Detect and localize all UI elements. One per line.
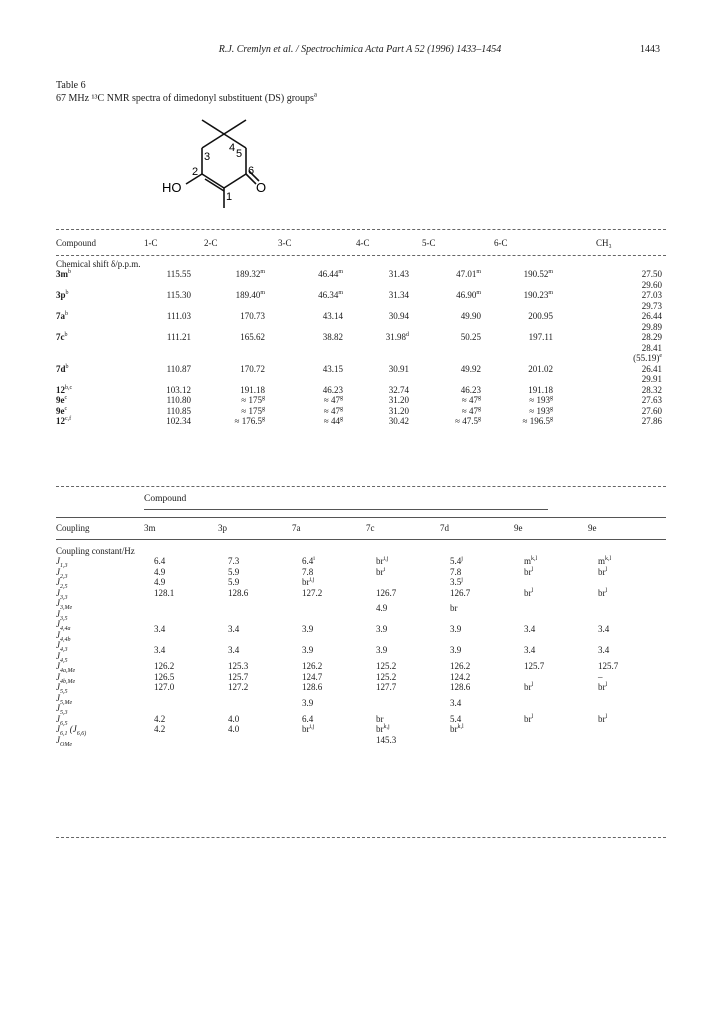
position-5: 5 xyxy=(236,148,243,160)
coupling-cell: 3.4 xyxy=(598,645,610,656)
coupling-cell: 125.3 xyxy=(228,661,249,671)
shift-cell: 30.94 xyxy=(388,311,409,321)
coupling-row xyxy=(56,577,666,588)
coupling-cell xyxy=(514,724,588,735)
coupling-cell: 3.4 xyxy=(524,624,536,635)
coupling-cell: 5.4$^j$ xyxy=(450,556,463,566)
shift-cell: 31.34 xyxy=(388,290,409,300)
table1-bottom-rule xyxy=(56,486,666,487)
methyl-cell: 28.32 xyxy=(641,384,662,395)
col-header: Coupling xyxy=(56,523,90,533)
shift-row xyxy=(56,332,666,364)
coupling-label: $J_{4,4a}$ $J_{4,4b}$ xyxy=(56,619,71,643)
coupling-cell: 145.3 xyxy=(376,734,397,745)
coupling-cell: br$^{i,j}$ xyxy=(376,556,389,566)
shift-cell: 32.74 xyxy=(388,384,409,395)
coupling-label: $J_{2,3}$ xyxy=(56,566,68,580)
table2-header-row xyxy=(56,523,666,534)
col-header: 7a xyxy=(292,523,301,533)
coupling-cell: 127.0 xyxy=(154,682,175,692)
coupling-cell xyxy=(292,735,366,746)
coupling-cell: 4.9 xyxy=(376,603,388,614)
shift-cell: 191.18 xyxy=(240,384,265,395)
coupling-cell: br xyxy=(450,603,458,614)
shift-cell: 43.14 xyxy=(322,311,343,321)
compound-cell: 12$^{c,f}$ xyxy=(56,416,72,426)
compound-cell: $7c^b$ xyxy=(56,332,68,342)
coupling-cell xyxy=(440,735,514,746)
position-2: 2 xyxy=(192,166,199,178)
coupling-label: $J_{4b,Me}$ xyxy=(56,671,76,685)
coupling-label: $J_{6,1}$ ($J_{6,6)}$ xyxy=(56,724,87,737)
coupling-row xyxy=(56,693,666,714)
coupling-cell xyxy=(292,598,366,619)
shift-cell: 170.73 xyxy=(240,311,265,321)
shift-cell: ≈ $175^g$ xyxy=(241,405,265,416)
shift-cell: 201.02 xyxy=(528,363,553,374)
coupling-row xyxy=(56,661,666,672)
coupling-cell: 125.2 xyxy=(376,661,397,671)
carbonyl-oxygen-label: O xyxy=(256,180,267,195)
col-header: 3p xyxy=(218,523,227,533)
compound-cell: $7a^b$ xyxy=(56,311,68,321)
coupling-cell: 125.7 xyxy=(598,661,619,671)
coupling-cell: 3.4 xyxy=(228,624,240,635)
shift-row xyxy=(56,290,666,311)
shift-cell: ≈ $193^g$ xyxy=(529,405,553,416)
methyl-cell: 27.03 29.73 xyxy=(641,290,662,311)
coupling-cell xyxy=(366,577,440,588)
coupling-cell xyxy=(514,577,588,588)
coupling-label: $J_{4a,Me}$ xyxy=(56,661,76,674)
coupling-cell: 4.0 xyxy=(228,713,240,724)
coupling-row xyxy=(56,672,666,683)
coupling-cell xyxy=(218,693,292,714)
shift-cell: 110.80 xyxy=(166,395,191,405)
table1-top-rule xyxy=(56,229,666,230)
coupling-cell: br xyxy=(376,713,384,724)
coupling-cell: 124.2 xyxy=(450,671,471,682)
col-header: 4-C xyxy=(356,238,370,248)
shift-cell: 46.23 xyxy=(460,384,481,395)
coupling-row xyxy=(56,714,666,725)
coupling-cell: 3.5$^j$ xyxy=(450,577,463,587)
shift-cell: ≈ $47^g$ xyxy=(323,395,343,405)
coupling-cell: $br^l$ xyxy=(598,587,608,598)
shift-cell: ≈ $47^g$ xyxy=(461,395,481,405)
shift-cell: 30.91 xyxy=(388,363,409,374)
coupling-cell xyxy=(218,598,292,619)
coupling-cell: 126.7 xyxy=(450,587,471,598)
shift-row xyxy=(56,385,666,396)
shift-cell: 31.43 xyxy=(388,269,409,279)
hydroxyl-label: HO xyxy=(162,180,182,195)
coupling-row xyxy=(56,682,666,693)
shift-cell: 31.20 xyxy=(388,405,409,416)
coupling-cell: 5.9 xyxy=(228,577,240,587)
section-label: Coupling constant/Hz xyxy=(56,545,135,556)
coupling-cell xyxy=(514,672,588,683)
coupling-cell xyxy=(514,598,588,619)
coupling-cell: $m^{k,l}$ xyxy=(524,556,538,566)
col-header: 7d xyxy=(440,523,449,533)
shift-cell: 30.42 xyxy=(388,416,409,426)
coupling-cell: $m^{k,l}$ xyxy=(598,556,612,566)
coupling-cell: 4.9 xyxy=(154,566,166,577)
position-3: 3 xyxy=(204,151,211,163)
methyl-cell: 27.86 xyxy=(641,416,662,426)
coupling-cell xyxy=(514,693,588,714)
coupling-cell: 6.4$^i$ xyxy=(302,556,315,566)
col-header: 3-C xyxy=(278,238,292,248)
col-header: 7c xyxy=(366,523,375,533)
coupling-cell xyxy=(588,598,666,619)
coupling-cell: $br^l$ xyxy=(524,713,534,724)
coupling-row xyxy=(56,598,666,619)
shift-cell: 49.90 xyxy=(460,311,481,321)
coupling-cell: 127.2 xyxy=(228,682,249,692)
shift-cell: 200.95 xyxy=(528,311,553,321)
coupling-cell: 125.7 xyxy=(228,671,249,682)
coupling-cell: 3.4 xyxy=(598,624,610,635)
table1-section-row xyxy=(56,259,666,270)
coupling-cell: $br^l$ xyxy=(598,566,608,577)
shift-cell: 46.90$^m$ xyxy=(456,290,481,300)
coupling-cell: 7.8 xyxy=(302,566,314,577)
coupling-cell: 127.7 xyxy=(376,682,397,692)
shift-cell: 102.34 xyxy=(166,416,191,426)
coupling-cell xyxy=(218,735,292,746)
coupling-cell: 4.2 xyxy=(154,713,166,724)
shift-cell: 46.44$^m$ xyxy=(318,269,343,279)
coupling-cell: 124.7 xyxy=(302,671,323,682)
shift-cell: 115.30 xyxy=(166,290,191,300)
coupling-cell: 126.7 xyxy=(376,587,397,598)
methyl-cell: 27.63 xyxy=(641,395,662,405)
compound-cell: 12$^{b,c}$ xyxy=(56,384,73,395)
coupling-cell: 128.1 xyxy=(154,587,175,598)
table2-section-row xyxy=(56,546,666,557)
col-header: 3m xyxy=(144,523,156,533)
table2-top-rule xyxy=(56,517,666,518)
methyl-cell: 27.60 xyxy=(641,405,662,416)
shift-cell: 31.98$^d$ xyxy=(385,332,409,342)
coupling-cell: br$^{i,j}$ xyxy=(302,577,315,587)
table-title: 67 MHz ¹³C NMR spectra of dimedonyl substituent (DS) groups$^a$ xyxy=(56,90,318,104)
coupling-label: $J_{OMe}$ xyxy=(56,734,72,748)
coupling-row xyxy=(56,588,666,599)
table-label: Table 6 xyxy=(56,80,86,91)
shift-cell: 190.52$^m$ xyxy=(523,269,553,279)
shift-row xyxy=(56,311,666,332)
coupling-cell: 6.4 xyxy=(302,713,314,724)
coupling-cell xyxy=(144,735,218,746)
coupling-label: $J_{1,3}$ xyxy=(56,556,68,569)
coupling-cell: 3.9 xyxy=(376,645,388,656)
coupling-cell: $br^l$ xyxy=(524,566,534,577)
coupling-row xyxy=(56,735,666,746)
coupling-cell xyxy=(588,724,666,735)
shift-cell: 110.87 xyxy=(166,363,191,374)
coupling-label: $J_{2,5}$ xyxy=(56,577,68,590)
shift-row xyxy=(56,395,666,406)
coupling-cell: 126.5 xyxy=(154,671,175,682)
coupling-label: $J_{3,3}$ xyxy=(56,587,68,601)
coupling-cell: 3.9 xyxy=(376,624,388,635)
coupling-cell: 128.6 xyxy=(228,587,249,598)
coupling-cell: $br^l$ xyxy=(598,682,608,692)
shift-row xyxy=(56,364,666,385)
col-header: 5-C xyxy=(422,238,436,248)
table2-compound-rule xyxy=(144,509,548,510)
dimedone-structure xyxy=(150,112,280,212)
coupling-cell: br$^{k,j}$ xyxy=(376,724,390,734)
coupling-cell xyxy=(144,693,218,714)
shift-cell: 111.21 xyxy=(166,332,191,342)
shift-cell: 38.82 xyxy=(322,332,343,342)
coupling-cell xyxy=(588,693,666,714)
coupling-cell: 3.9 xyxy=(450,624,462,635)
coupling-cell: 128.6 xyxy=(450,682,471,692)
shift-cell: 170.72 xyxy=(240,363,265,374)
shift-cell: 46.34$^m$ xyxy=(318,290,343,300)
coupling-cell: 4.2 xyxy=(154,724,166,734)
col-header: 9e xyxy=(514,523,523,533)
coupling-cell: $br^l$ xyxy=(524,682,534,692)
shift-cell: ≈ $47^g$ xyxy=(461,405,481,416)
coupling-row xyxy=(56,556,666,567)
coupling-cell: 7.3 xyxy=(228,556,240,566)
shift-cell: 115.55 xyxy=(166,269,191,279)
coupling-cell: 126.2 xyxy=(450,661,471,671)
coupling-cell: 6.4 xyxy=(154,556,166,566)
coupling-cell xyxy=(366,693,440,714)
coupling-cell: 3.4 xyxy=(154,645,166,656)
col-header: 1-C xyxy=(144,238,158,248)
coupling-cell: br$^{i,j}$ xyxy=(302,724,315,734)
coupling-cell xyxy=(588,735,666,746)
coupling-cell: 125.2 xyxy=(376,671,397,682)
coupling-cell: 5.9 xyxy=(228,566,240,577)
coupling-cell: 128.6 xyxy=(302,682,323,692)
coupling-row xyxy=(56,619,666,640)
coupling-cell: 3.4 xyxy=(154,624,166,635)
compound-cell: $3m^b$ xyxy=(56,269,71,279)
col-header: CH₃ xyxy=(596,238,612,248)
coupling-cell xyxy=(588,577,666,588)
page-number: 1443 xyxy=(640,44,660,55)
shift-cell: 50.25 xyxy=(460,332,481,342)
coupling-cell: 4.0 xyxy=(228,724,240,734)
shift-cell: 110.85 xyxy=(166,405,191,416)
coupling-cell: 127.2 xyxy=(302,587,323,598)
coupling-cell: – xyxy=(598,671,603,682)
col-header: Compound xyxy=(56,238,97,248)
methyl-cell: 27.50 29.60 xyxy=(641,269,662,290)
shift-row xyxy=(56,269,666,290)
coupling-cell: $br^l$ xyxy=(598,713,608,724)
coupling-cell: 125.7 xyxy=(524,661,545,671)
shift-row xyxy=(56,406,666,417)
coupling-label: $J_{6,5}$ xyxy=(56,713,68,727)
coupling-cell: 126.2 xyxy=(302,661,323,671)
shift-cell: ≈ $175^g$ xyxy=(241,395,265,405)
shift-cell: 190.23$^m$ xyxy=(523,290,553,300)
position-1: 1 xyxy=(226,191,233,203)
methyl-cell: 26.44 29.89 xyxy=(641,311,662,332)
table1-header-row xyxy=(56,238,666,249)
coupling-cell: $br^l$ xyxy=(524,587,534,598)
coupling-cell: 3.4 xyxy=(228,645,240,656)
shift-cell: 49.92 xyxy=(460,363,481,374)
coupling-row xyxy=(56,567,666,578)
shift-cell: 189.40$^m$ xyxy=(235,290,265,300)
shift-cell: 103.12 xyxy=(166,384,191,395)
coupling-cell: 3.9 xyxy=(302,645,314,656)
coupling-cell: 3.9 xyxy=(302,624,314,635)
col-header: 2-C xyxy=(204,238,218,248)
compound-cell: $7d^b$ xyxy=(56,363,69,374)
compound-cell: $9e^c$ xyxy=(56,405,68,416)
methyl-cell: 28.29 28.41 $(55.19)^e$ xyxy=(633,332,662,363)
table-caption xyxy=(56,79,317,105)
shift-cell: 197.11 xyxy=(528,332,553,342)
shift-row xyxy=(56,416,666,427)
coupling-label: $J_{5,Me}$ $J_{5,3}$ xyxy=(56,692,73,716)
coupling-label: $J_{5,5}$ xyxy=(56,682,68,695)
methyl-cell: 26.41 29.91 xyxy=(641,363,662,384)
shift-cell: 111.03 xyxy=(166,311,191,321)
shift-cell: 46.23 xyxy=(322,384,343,395)
table2-compound-label: Compound xyxy=(144,494,187,504)
coupling-row xyxy=(56,640,666,661)
coupling-label: $J_{4,3}$ $J_{4,5}$ xyxy=(56,640,68,664)
table2-bottom-rule xyxy=(56,837,666,838)
coupling-row xyxy=(56,724,666,735)
shift-cell: 31.20 xyxy=(388,395,409,405)
coupling-cell: 3.9 xyxy=(302,697,314,708)
coupling-cell xyxy=(514,735,588,746)
coupling-label: $J_{3,Me}$ $J_{3,5}$ xyxy=(56,598,73,622)
coupling-cell: 3.9 xyxy=(450,645,462,656)
coupling-cell xyxy=(144,598,218,619)
position-4: 4 xyxy=(229,142,236,154)
coupling-cell: 4.9 xyxy=(154,577,166,587)
section-label: Chemical shift δ/p.p.m. xyxy=(56,258,141,269)
coupling-cell: 3.4 xyxy=(524,645,536,656)
coupling-cell: 7.8 xyxy=(450,566,462,577)
shift-cell: ≈ 176.5$^g$ xyxy=(234,416,265,426)
compound-cell: $3p^b$ xyxy=(56,290,69,300)
shift-cell: 165.62 xyxy=(240,332,265,342)
coupling-cell: br$^{k,l}$ xyxy=(450,724,464,734)
coupling-cell: 126.2 xyxy=(154,661,175,671)
shift-cell: 189.32$^m$ xyxy=(235,269,265,279)
shift-cell: ≈ $44^g$ xyxy=(323,416,343,426)
shift-cell: 191.18 xyxy=(528,384,553,395)
shift-cell: 47.01$^m$ xyxy=(456,269,481,279)
coupling-cell: 5.4 xyxy=(450,713,462,724)
chemical-shift-table xyxy=(56,238,666,427)
coupling-cell: 3.4 xyxy=(450,697,462,708)
running-title: R.J. Cremlyn et al. / Spectrochimica Acta Part A 52 (1996) 1433–1454 xyxy=(218,44,502,55)
col-header: 6-C xyxy=(494,238,508,248)
compound-cell: $9e^c$ xyxy=(56,395,68,405)
shift-cell: ≈ $47^g$ xyxy=(323,405,343,416)
shift-cell: ≈ 47.5$^g$ xyxy=(455,416,481,426)
coupling-cell: $br^i$ xyxy=(376,566,386,577)
coupling-constant-table xyxy=(56,523,666,748)
shift-cell: ≈ $193^g$ xyxy=(529,395,553,405)
shift-cell: ≈ 196.5$^g$ xyxy=(522,416,553,426)
col-header: 9e xyxy=(588,523,597,533)
shift-cell: 43.15 xyxy=(322,363,343,374)
position-6: 6 xyxy=(248,165,255,177)
